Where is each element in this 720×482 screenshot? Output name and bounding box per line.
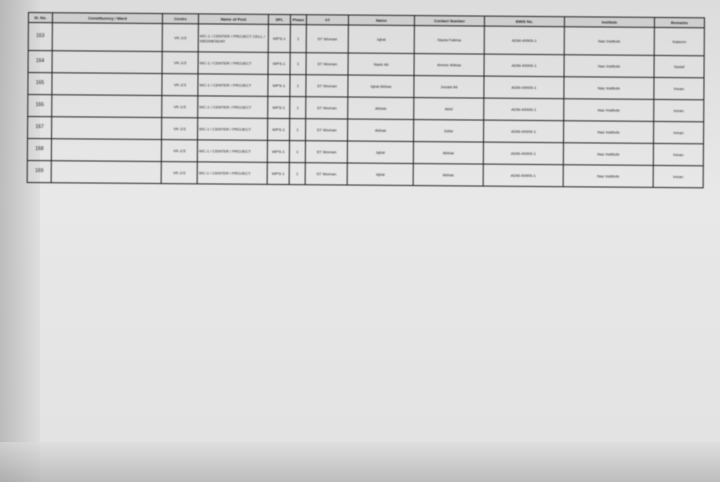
column-header: Constituency / Ward: [52, 13, 162, 24]
cell-emis: ADM-49909-1: [484, 98, 564, 121]
cell-spl: WPS-1: [267, 140, 289, 162]
column-header: Sl. No.: [28, 13, 52, 23]
cell-post: WC-1 / CENTER / PROJECT: [197, 140, 267, 163]
cell-spl: WPS-1: [268, 24, 290, 52]
cell-sno: 167: [28, 117, 52, 139]
cell-post: WC-1 / CENTER / PROJECT: [198, 52, 268, 75]
cell-post: WC-1 / CENTER / PROJECT: [198, 118, 268, 141]
cell-name: Iqbal: [347, 163, 413, 186]
cell-vt: ST Woman: [306, 53, 348, 75]
cell-ward: [52, 73, 162, 96]
cell-rem: Imran: [653, 143, 703, 165]
cell-spl: WPS-1: [268, 52, 290, 74]
cell-centre: VK-1/3: [162, 52, 198, 74]
cell-sno: 163: [28, 23, 52, 51]
cell-post: WC-1 / CENTER / PROJECT: [198, 96, 268, 119]
cell-inst: Naz Institute: [563, 121, 653, 144]
cell-inst: Naz Institute: [563, 143, 653, 166]
cell-centre: VK-1/3: [162, 24, 198, 52]
shadow-bottom: [0, 442, 720, 482]
cell-vt: ST Woman: [305, 163, 347, 185]
column-header: EMIS No.: [484, 16, 564, 27]
cell-emis: ADM-49909-1: [484, 26, 564, 55]
column-header: SPL: [268, 14, 290, 24]
cell-sno: 168: [27, 139, 51, 161]
cell-vt: ST Woman: [306, 25, 348, 53]
column-header: VT: [306, 15, 348, 25]
cell-spl: WPS-1: [268, 96, 290, 118]
cell-name: Iqbal: [348, 25, 414, 54]
table-sheet: [25, 12, 704, 455]
cell-centre: VK-1/3: [162, 74, 198, 96]
cell-ph: 1: [289, 119, 305, 141]
column-header: Name: [348, 15, 414, 26]
cell-contact: Abbas: [413, 142, 483, 165]
cell-post: WC-1 / CENTER / PROJECT CELL / WEDNESDAY: [198, 24, 268, 53]
column-header: Phase: [290, 15, 306, 25]
cell-post: WC-1 / CENTER / PROJECT: [197, 162, 267, 185]
cell-emis: ADM-49909-1: [484, 76, 564, 99]
cell-sno: 164: [28, 51, 52, 73]
cell-inst: Naz Institute: [564, 99, 654, 122]
cell-spl: WPS-1: [268, 74, 290, 96]
cell-emis: ADM-49909-1: [483, 120, 563, 143]
cell-ward: [51, 161, 161, 184]
cell-rem: Imran: [653, 165, 703, 187]
cell-ph: 1: [289, 163, 305, 185]
cell-ward: [52, 117, 162, 140]
cell-name: Abbas: [347, 119, 413, 142]
cell-spl: WPS-1: [267, 162, 289, 184]
cell-vt: ST Woman: [305, 141, 347, 163]
cell-ward: [51, 139, 161, 162]
cell-emis: ADM-49909-1: [484, 54, 564, 77]
cell-emis: ADM-49909-1: [483, 142, 563, 165]
cell-ph: 1: [290, 53, 306, 75]
column-header: Remarks: [654, 17, 704, 27]
cell-sno: 169: [27, 160, 51, 182]
cell-rem: Imran: [654, 99, 704, 121]
cell-vt: ST Woman: [305, 119, 347, 141]
cell-ph: 1: [290, 25, 306, 53]
cell-name: Iqbal: [347, 141, 413, 164]
cell-spl: WPS-1: [267, 118, 289, 140]
table-row: [27, 160, 703, 187]
cell-centre: VK-1/3: [161, 140, 197, 162]
cell-rem: Imran: [654, 77, 704, 99]
cell-name: Abbas: [348, 97, 414, 120]
cell-ward: [52, 23, 162, 52]
cell-rem: Kaleem: [654, 27, 704, 55]
column-header: Contact Number: [414, 16, 484, 27]
cell-name: Iqbal Abbas: [348, 75, 414, 98]
column-header: Centre: [162, 14, 198, 24]
cell-inst: Naz Institute: [564, 27, 654, 56]
cell-inst: Naz Institute: [564, 77, 654, 100]
cell-centre: VK-1/3: [162, 118, 198, 140]
cell-ph: 1: [289, 141, 305, 163]
cell-centre: VK-1/3: [161, 162, 197, 184]
cell-sno: 166: [28, 95, 52, 117]
cell-inst: Naz Institute: [563, 165, 653, 188]
cell-vt: ST Woman: [306, 75, 348, 97]
cell-inst: Naz Institute: [564, 55, 654, 78]
column-header: Institute: [564, 17, 654, 28]
cell-contact: Junaid Ali: [414, 76, 484, 99]
cell-name: Nasir Ali: [348, 53, 414, 76]
cell-post: WC-1 / CENTER / PROJECT: [198, 74, 268, 97]
cell-ph: 1: [290, 97, 306, 119]
cell-ph: 1: [290, 75, 306, 97]
cell-centre: VK-1/3: [162, 96, 198, 118]
cell-vt: ST Woman: [306, 97, 348, 119]
cell-contact: Nazia Fatima: [414, 26, 484, 55]
cell-contact: Zafar: [413, 120, 483, 143]
cell-contact: Abbas: [413, 164, 483, 187]
cell-emis: ADM-49909-1: [483, 164, 563, 187]
cell-sno: 165: [28, 73, 52, 95]
cell-rem: Imran: [653, 121, 703, 143]
column-header: Name of Post: [198, 14, 268, 25]
data-table: [27, 12, 705, 188]
cell-contact: Abid: [414, 98, 484, 121]
cell-ward: [52, 51, 162, 74]
cell-contact: Ameer Abbas: [414, 54, 484, 77]
cell-rem: Sadaf: [654, 55, 704, 77]
cell-ward: [52, 95, 162, 118]
